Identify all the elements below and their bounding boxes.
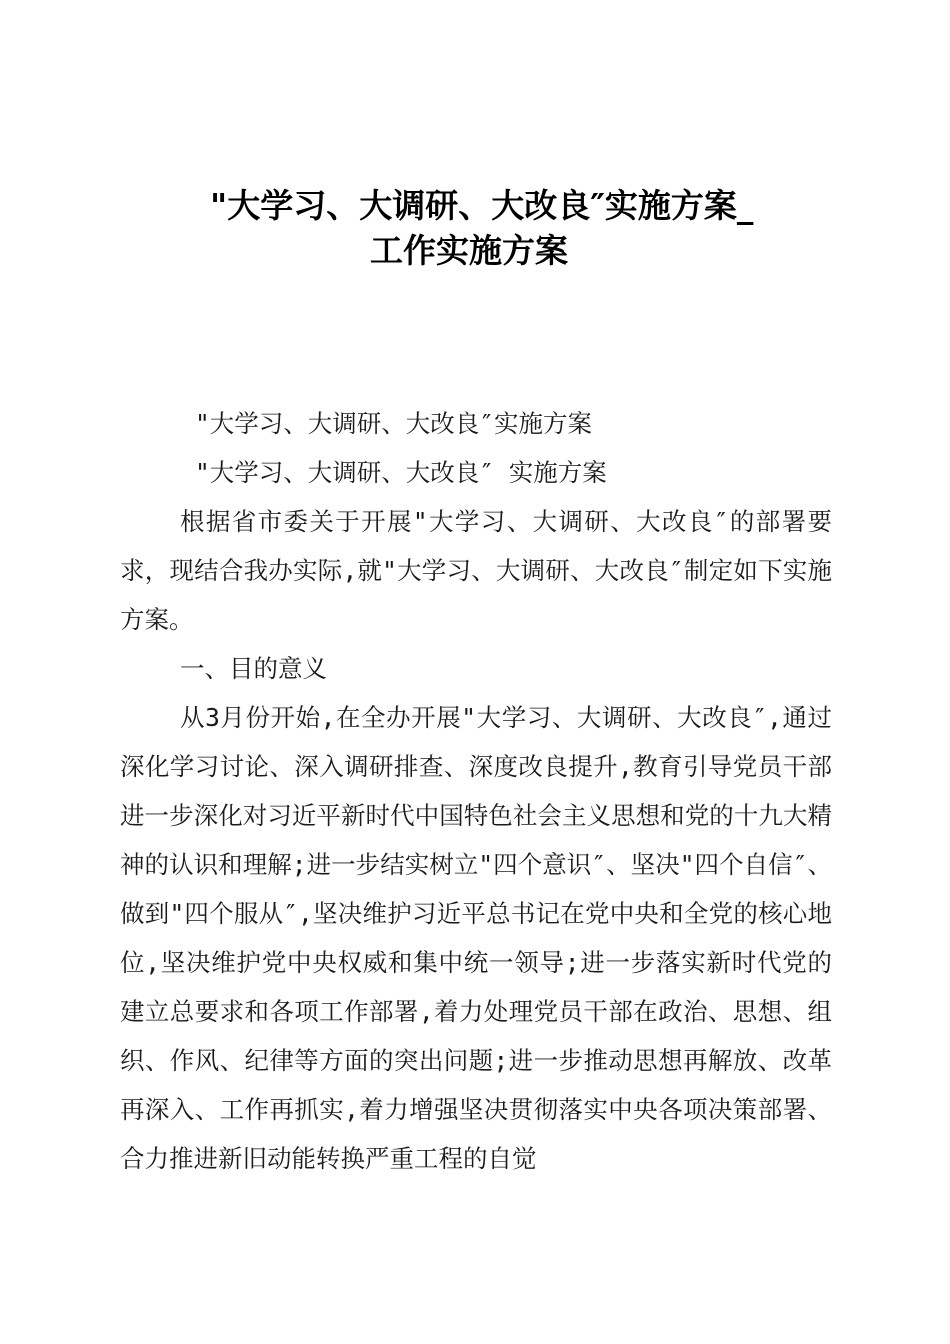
- document-title-line-2: 工作实施方案: [370, 231, 568, 270]
- intro-paragraph: 根据省市委关于开展"大学习、大调研、大改良″的部署要求，现结合我办实际,就"大学习、大调研、大改良″制定如下实施方案。: [120, 507, 832, 634]
- document-title-line-1: "大学习、大调研、大改良″实施方案_: [210, 186, 754, 225]
- document-body: [120, 399, 832, 1183]
- subtitle-paragraph-2: "大学习、大调研、大改良″ 实施方案: [195, 458, 607, 487]
- section-heading-purpose: 一、目的意义: [180, 654, 327, 683]
- purpose-paragraph: 从3月份开始,在全办开展"大学习、大调研、大改良″,通过深化学习讨论、深入调研排查、深度改良提升,教育引导党员干部进一步深化对习近平新时代中国特色社会主义思想和党的十九大精神的认识和理解;进一步结实树立"四个意识″、坚决"四个自信″、做到"四个服从″,坚决维护习近平总书记在党中央和全党的核心地位,坚决维护党中央权威和集中统一领导;进一步落实新时代党的建立总要求和各项工作部署,着力处理党员干部在政治、思想、组织、作风、纪律等方面的突出问题;进一步推动思想再解放、改革再深入、工作再抓实,着力增强坚决贯彻落实中央各项决策部署、合力推进新旧动能转换严重工程的自觉: [120, 703, 832, 1173]
- subtitle-paragraph-1: "大学习、大调研、大改良″实施方案: [195, 409, 592, 438]
